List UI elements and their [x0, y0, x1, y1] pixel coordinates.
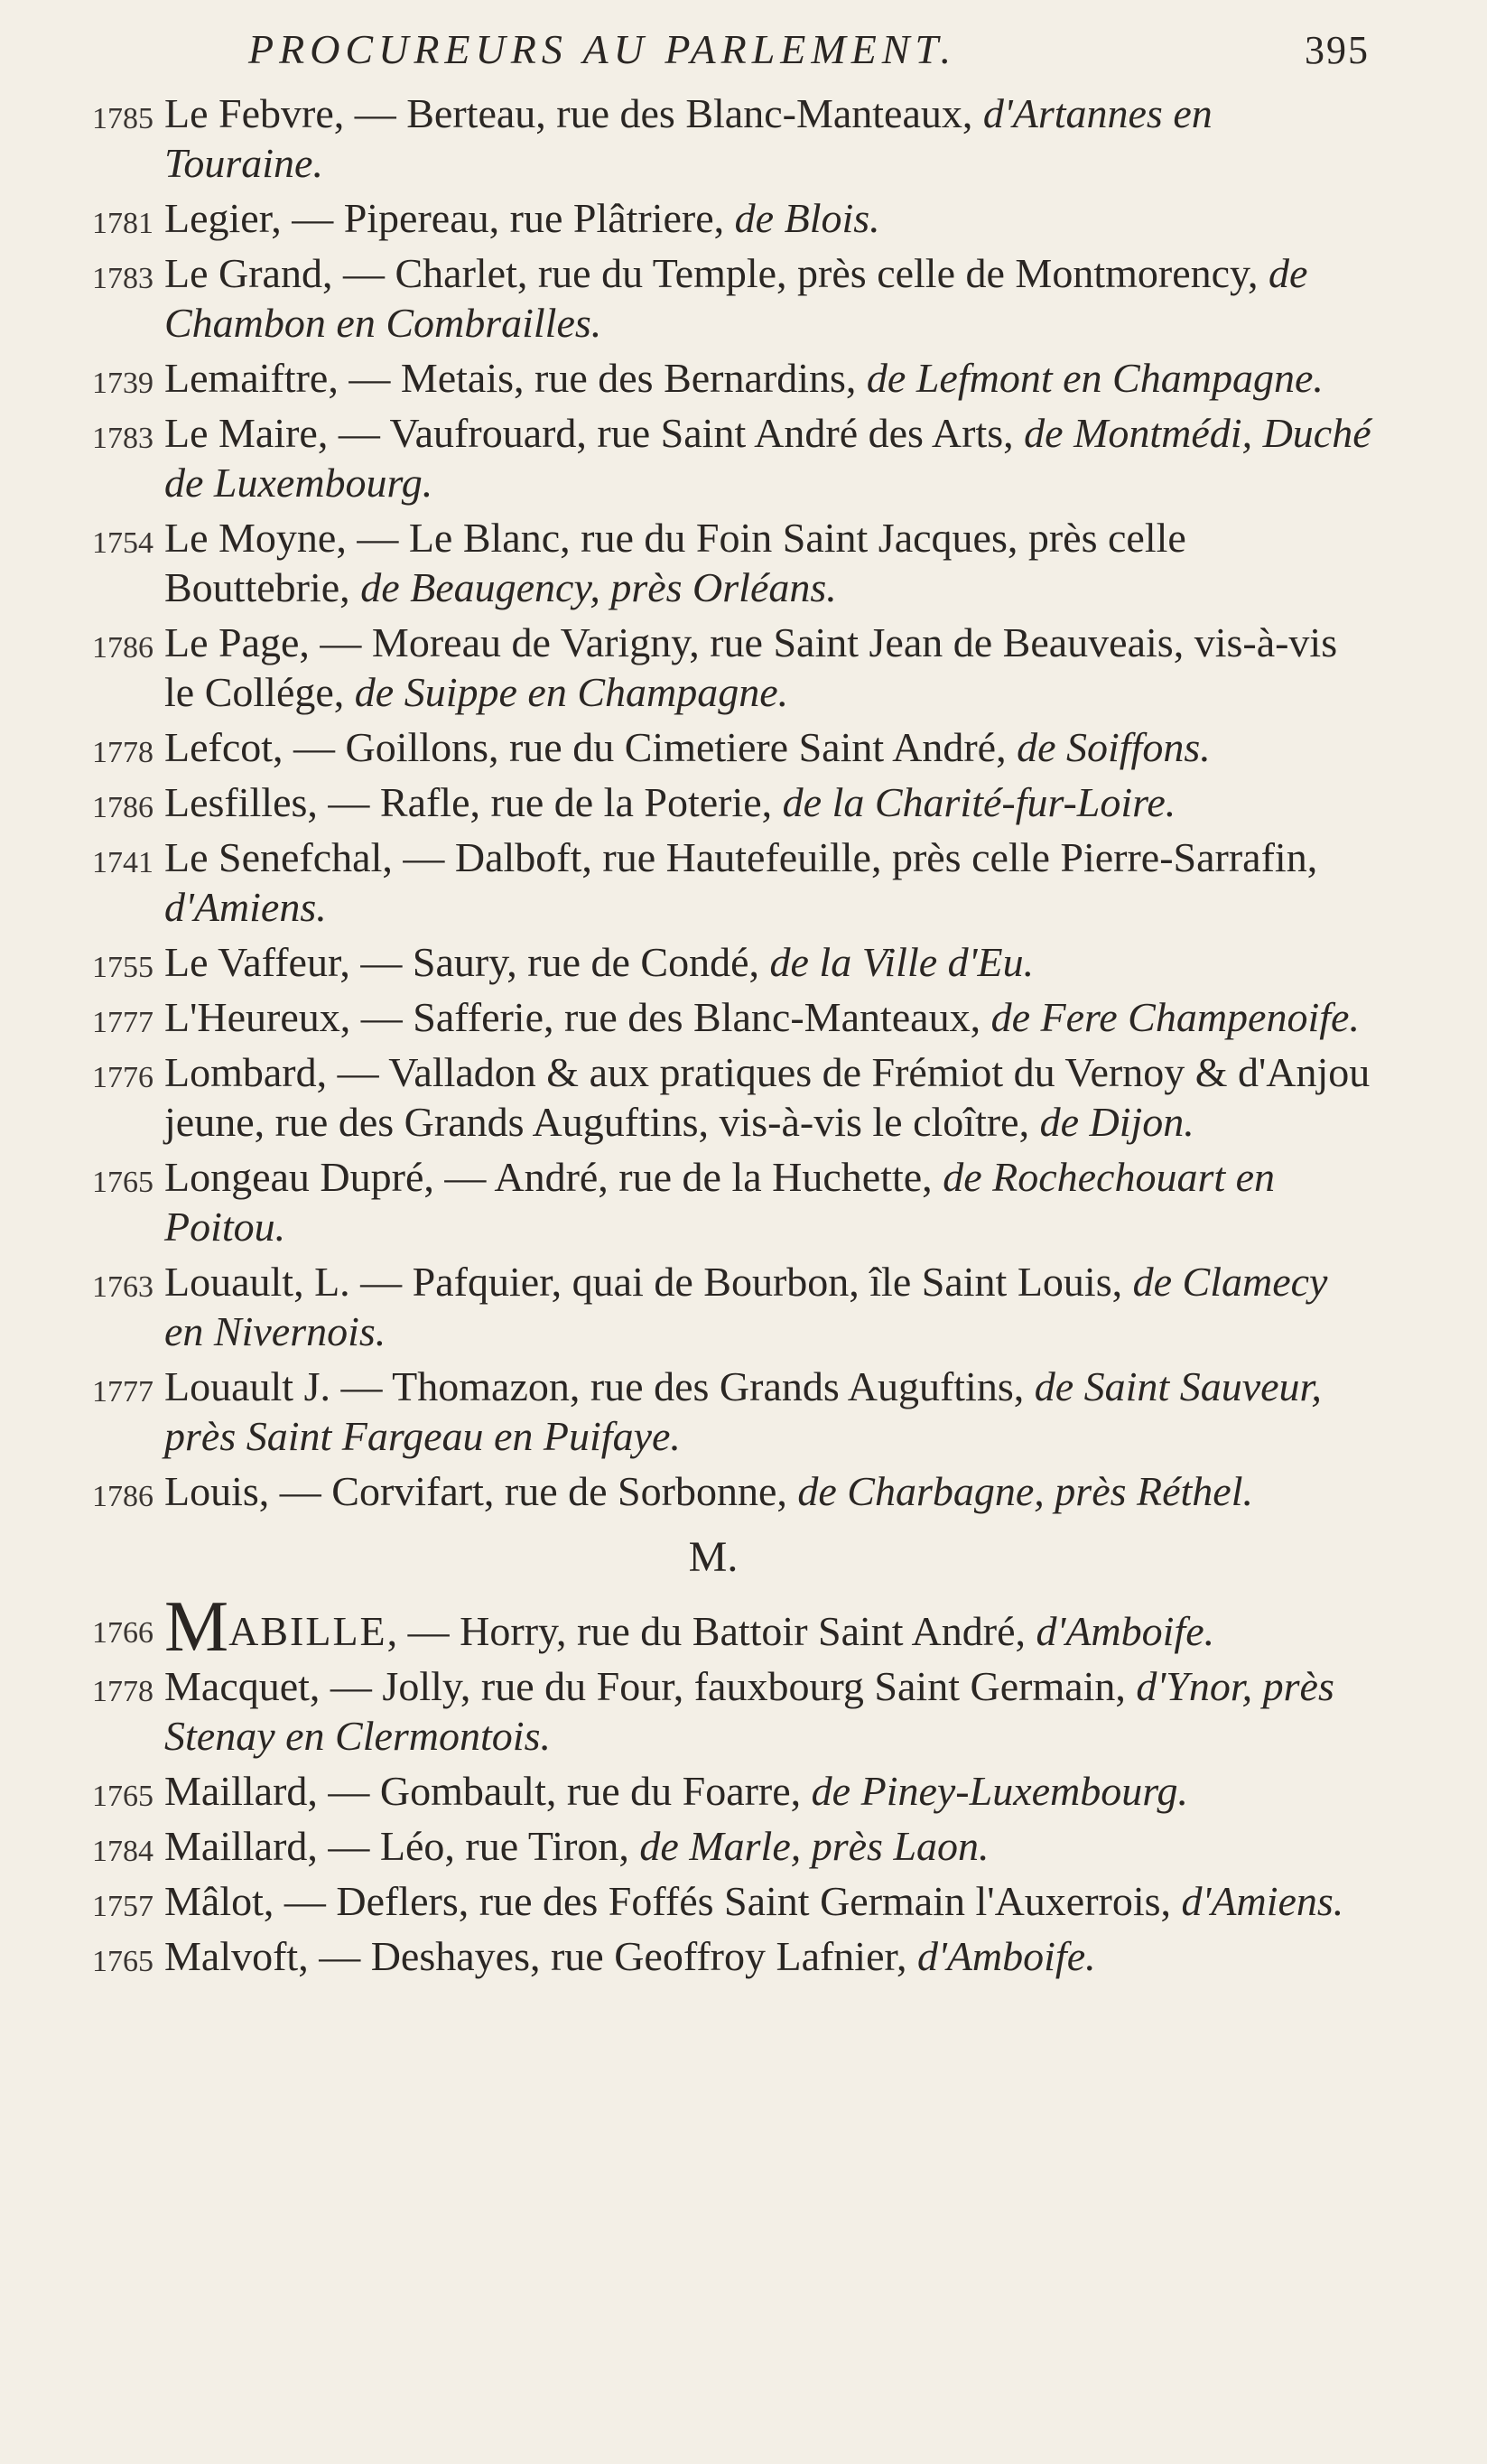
entry-text: Longeau Dupré, — André, rue de la Huchette,	[164, 1154, 943, 1200]
entry-origin: d'Amboife.	[1036, 1608, 1215, 1654]
entry	[54, 937, 1372, 987]
entry-text: Mâlot, — Deflers, rue des Foffés Saint Germain l'Auxerrois,	[164, 1878, 1182, 1924]
entry-text: Maillard, — Gombault, rue du Foarre,	[164, 1768, 812, 1814]
entry-origin: de Beaugency, près Orléans.	[360, 564, 837, 610]
entry-year: 1739	[92, 367, 153, 400]
entry-year: 1765	[92, 1166, 153, 1199]
entry-text: Le Page, — Moreau de Varigny, rue Saint Jean de Beauveais, vis-à-vis le Collége,	[164, 619, 1338, 715]
entry-text: Le Vaffeur, — Saury, rue de Condé,	[164, 939, 770, 985]
entry-year: 1754	[92, 526, 153, 560]
entry-text: Lemaiftre, — Metais, rue des Bernardins,	[164, 355, 867, 401]
entry	[54, 832, 1372, 932]
entry-origin: de la Charité-fur-Loire.	[782, 779, 1176, 825]
entry-year: 1741	[92, 846, 153, 879]
entry-text: Lefcot, — Goillons, rue du Cimetiere Saint André,	[164, 724, 1018, 770]
entry-text: Le Grand, — Charlet, rue du Temple, près celle de Montmorency,	[164, 250, 1269, 296]
entry-origin: d'Artannes en Touraine.	[164, 90, 1213, 186]
entry-text: Louault J. — Thomazon, rue des Grands Auguftins,	[164, 1363, 1035, 1409]
entry-origin: de Dijon.	[1039, 1099, 1194, 1145]
entry-text: Le Febvre, — Berteau, rue des Blanc-Manteaux,	[164, 90, 983, 136]
entry	[54, 992, 1372, 1042]
entry-origin: de Lefmont en Champagne.	[866, 355, 1324, 401]
entry-origin: de Charbagne, près Réthel.	[797, 1468, 1254, 1514]
entry-text: Louault, L. — Pafquier, quai de Bourbon, île Saint Louis,	[164, 1259, 1133, 1305]
entry-origin: d'Amboife.	[916, 1933, 1096, 1979]
entry	[54, 193, 1372, 243]
entry-origin: de Saint Sauveur, près Saint Fargeau en Puifaye.	[164, 1363, 1322, 1459]
entry-year: 1755	[92, 951, 153, 984]
entry-origin: d'Amiens.	[1181, 1878, 1344, 1924]
page-number: 395	[1305, 28, 1370, 72]
entry	[54, 722, 1372, 772]
entry-origin: de Clamecy en Nivernois.	[164, 1259, 1328, 1354]
entry-origin: de la Ville d'Eu.	[769, 939, 1035, 985]
entry	[54, 1152, 1372, 1251]
entry-year: 1786	[92, 631, 153, 665]
entry-origin: de Montmédi, Duché de Luxembourg.	[164, 410, 1371, 506]
entry	[54, 1931, 1372, 1981]
entry-year: 1763	[92, 1270, 153, 1304]
entry	[54, 1766, 1372, 1816]
section-heading-m: M.	[688, 1533, 739, 1581]
entry-text: Le Moyne, — Le Blanc, rue du Foin Saint Jacques, près celle Bouttebrie,	[164, 515, 1186, 610]
entry	[54, 618, 1372, 717]
entry-year: 1784	[92, 1835, 153, 1868]
entry-name: ABILLE	[228, 1608, 387, 1654]
entry-year: 1766	[92, 1616, 153, 1650]
entry-origin: de Soiffons.	[1017, 724, 1211, 770]
entry-year: 1785	[92, 102, 153, 135]
entry-year: 1778	[92, 736, 153, 769]
entry-origin: de Suippe en Champagne.	[354, 669, 789, 715]
entry-text: Lesfilles, — Rafle, rue de la Poterie,	[164, 779, 783, 825]
entry-origin: de Piney-Luxembourg.	[811, 1768, 1188, 1814]
entry-origin: de Marle, près Laon.	[639, 1823, 990, 1869]
entry-text: Le Maire, — Vaufrouard, rue Saint André des Arts,	[164, 410, 1025, 456]
entry-text: Maillard, — Léo, rue Tiron,	[164, 1823, 640, 1869]
entry-year: 1786	[92, 791, 153, 824]
entry	[54, 1362, 1372, 1461]
entry-origin: d'Amiens.	[164, 884, 327, 930]
entry	[54, 408, 1372, 507]
entry	[54, 777, 1372, 827]
entry-origin: de Rochechouart en Poitou.	[164, 1154, 1276, 1250]
entry	[54, 248, 1372, 348]
entry-origin: de Blois.	[734, 195, 880, 241]
entry-year: 1765	[92, 1945, 153, 1978]
entry-text: Legier, — Pipereau, rue Plâtriere,	[164, 195, 735, 241]
entry-year: 1777	[92, 1006, 153, 1039]
entry-text: Louis, — Corvifart, rue de Sorbonne,	[164, 1468, 798, 1514]
entry-text: , — Horry, rue du Battoir Saint André,	[386, 1608, 1036, 1654]
entry-text: Malvoft, — Deshayes, rue Geoffroy Lafnier,	[164, 1933, 917, 1979]
entry-text: L'Heureux, — Safferie, rue des Blanc-Manteaux,	[164, 994, 991, 1040]
entry	[54, 353, 1372, 403]
entry-year: 1783	[92, 262, 153, 295]
entry	[54, 1587, 1372, 1667]
entry	[54, 1661, 1372, 1761]
entry-year: 1776	[92, 1061, 153, 1094]
entry	[54, 1821, 1372, 1871]
entry-year: 1786	[92, 1480, 153, 1513]
entry-year: 1757	[92, 1890, 153, 1923]
entry-year: 1765	[92, 1780, 153, 1813]
entry	[54, 1047, 1372, 1147]
entry-year: 1778	[92, 1675, 153, 1708]
running-title: PROCUREURS AU PARLEMENT.	[248, 26, 957, 72]
entry	[54, 1466, 1372, 1516]
entry-year: 1777	[92, 1375, 153, 1409]
entry-origin: de Chambon en Combrailles.	[164, 250, 1308, 346]
entry-list	[54, 88, 1372, 1986]
entry	[54, 513, 1372, 612]
entry-origin: de Fere Champenoife.	[990, 994, 1360, 1040]
entry-year: 1783	[92, 422, 153, 455]
entry-text: Le Senefchal, — Dalboft, rue Hautefeuille, près celle Pierre-Sarrafin,	[164, 834, 1318, 880]
entry-text: Macquet, — Jolly, rue du Four, fauxbourg Saint Germain,	[164, 1663, 1137, 1709]
entry-origin: d'Ynor, près Stenay en Clermontois.	[164, 1663, 1334, 1759]
entry	[54, 1257, 1372, 1356]
entry	[54, 1876, 1372, 1926]
drop-cap: M	[164, 1587, 229, 1667]
entry-year: 1781	[92, 207, 153, 240]
entry-text: Lombard, — Valladon & aux pratiques de Frémiot du Vernoy & d'Anjou jeune, rue des Grands Auguftins, vis-à-vis le cloître,	[164, 1049, 1371, 1145]
entry	[54, 88, 1372, 188]
page-header	[0, 16, 1487, 98]
